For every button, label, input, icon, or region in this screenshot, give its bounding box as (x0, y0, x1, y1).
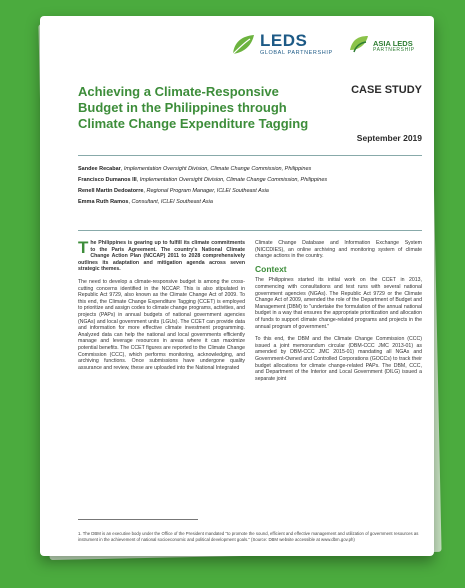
document-title (78, 84, 318, 132)
title-line: Climate Change Expenditure Tagging (78, 116, 309, 131)
drop-cap: T (78, 240, 89, 257)
left-column (78, 240, 245, 516)
leds-logo-subtext: GLOBAL PARTNERSHIP (260, 50, 333, 56)
section-heading: Context (255, 263, 287, 274)
body-paragraph: The need to develop a climate-responsive budget is among the cross-cutting concerns identified in the NCCAP. This is also stipulated in Republic Act 9729, also known as the Climate Change Act of 2009. To this end, the Climate Change Expenditure Tagging (CCET) is employed to prioritize and assign codes to climate change programs, activities, and projects (PAPs) in annual budgets of national government agencies (NGAs) and local government units (LGUs). The CCET can provide data and information for more effective climate investment programming. Analyzed data can help the national and local governments efficiently manage and leverage resources in areas where it can maximize potential benefits. The CCET figures are reported to the Climate Change Commission (CCC), which performs monitoring, acknowledging, and archiving functions. Once submissions have undergone quality assurance and review, these are uploaded into the National Integrated (78, 278, 245, 371)
author-entry: Renell Martin Dedoatorre, Regional Program Manager, ICLEI Southeast Asia (78, 188, 269, 194)
author-entry: Francisco Dumanos III, Implementation Oversight Division, Climate Change Commission, Philippines (78, 177, 328, 183)
asia-leds-logo-subtext: PARTNERSHIP (373, 47, 415, 54)
intro-paragraph: The Philippines is gearing up to fulfill its climate commitments to the Paris Agreement. The country's National Climate Change Action Plan (NCCAP) 2011 to 2028 comprehensively outlines its adaptation and mitigation agenda across seven strategic themes. (78, 240, 245, 273)
leds-logo-text: LEDS (260, 31, 308, 50)
leds-logo (230, 32, 333, 58)
body-paragraph: The Philippines started its initial work on the CCET in 2013, commencing with consultations and test runs with several national government agencies (NGAs). The Republic Act 9729 or the Climate Change Act of 2009, amended the role of the Department of Budget and Management (DBM) to "undertake the formulation of the annual national budget in a way that ensures the appropriate prioritization and allocation of funds to support climate change-related programs and projects in the annual program of government." (255, 277, 422, 330)
title-line: Budget in the Philippines through (78, 100, 287, 115)
header-divider (78, 155, 422, 156)
title-line: Achieving a Climate-Responsive (78, 84, 279, 99)
asia-leaf-icon (348, 34, 370, 59)
leds-leaf-icon (230, 32, 256, 58)
body-paragraph: Climate Change Database and Information Exchange System (NICCDIES), an online archiving and monitoring system of climate change actions in the country. (255, 240, 422, 260)
author-entry: Emma Ruth Ramos, Consultant, ICLEI Southeast Asia (78, 199, 213, 205)
body-columns (78, 240, 422, 516)
asia-leds-logo-text: ASIA LEDS (373, 38, 413, 48)
footnote-divider (78, 519, 198, 520)
document-page (40, 16, 434, 556)
right-column (255, 240, 422, 516)
logo-bar (230, 30, 422, 64)
footnote: 1. The DBM is an executive body under the Office of the President mandated "to promote the sound, efficient and effective management and utilization of government resources as instrument in the achievement of national socioeconomic and political development goals." (Source: DBM website accessible at www.dbm.gov.ph) (78, 531, 419, 542)
author-list (78, 166, 422, 210)
body-paragraph: To this end, the DBM and the Climate Change Commission (CCC) issued a joint memorandum circular (DBM-CCC JMC 2013-01) as amended by DBM-CCC JMC 2015-01) mandating all NGAs and Government-Owned and Controlled Corporations (GOCCs) to track their budget allocations for climate change-related PAPs. The DBM, CCC, and Department of the Interior and Local Government (DILG) issued a separate joint (255, 336, 422, 382)
publication-date: September 2019 (356, 133, 422, 143)
authors-divider (78, 230, 422, 231)
document-type-label: CASE STUDY (351, 84, 422, 96)
asia-leds-logo (348, 34, 415, 59)
author-entry: Sandee Recabar, Implementation Oversight Division, Climate Change Commission, Philippines (78, 166, 312, 172)
